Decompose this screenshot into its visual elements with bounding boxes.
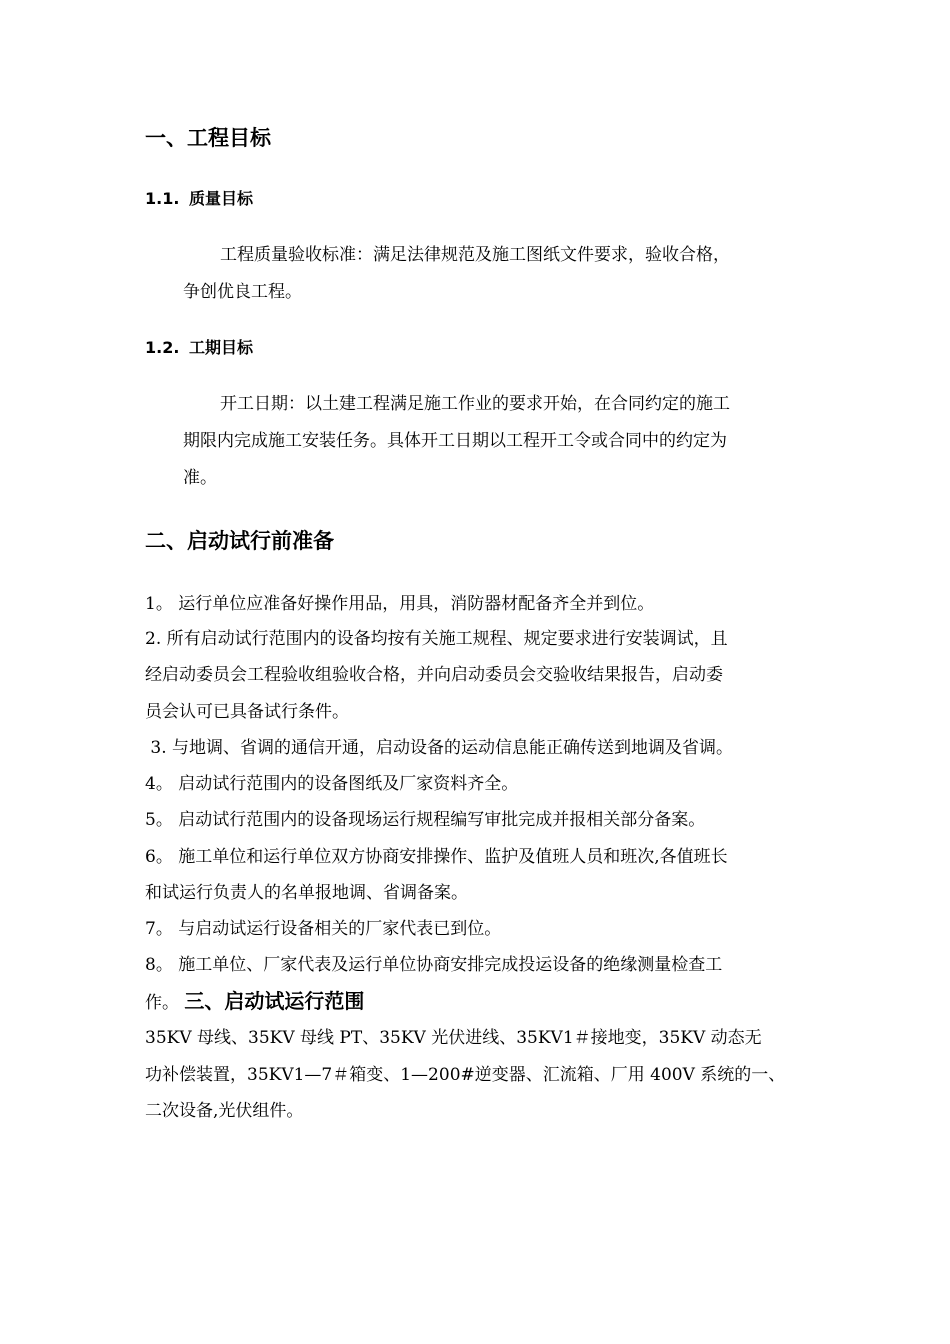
prep-item-line: 1。 运行单位应准备好操作用品，用具，消防器材配备齐全并到位。: [145, 594, 655, 614]
prep-item-line: 员会认可已具备试行条件。: [145, 702, 349, 722]
prep-item-last-line: [145, 984, 364, 1020]
prep-item-line: 2. 所有启动试行范围内的设备均按有关施工规程、规定要求进行安装调试，且: [145, 629, 728, 649]
subsection-title: 质量目标: [189, 189, 254, 208]
paragraph-line: 开工日期：以土建工程满足施工作业的要求开始，在合同约定的施工: [220, 394, 730, 414]
paragraph-line: 工程质量验收标准：满足法律规范及施工图纸文件要求，验收合格，: [220, 245, 730, 265]
paragraph-line: 争创优良工程。: [183, 282, 302, 302]
scope-line: 功补偿装置，35KV1—7＃箱变、1—200#逆变器、汇流箱、厂用 400V 系统的一、: [145, 1065, 786, 1085]
scope-line: 35KV 母线、35KV 母线 PT、35KV 光伏进线、35KV1＃接地变，35KV 动态无: [145, 1028, 762, 1048]
prep-item-line: 8。 施工单位、厂家代表及运行单位协商安排完成投运设备的绝缘测量检查工: [145, 955, 723, 975]
subsection-number: 1.2.: [145, 338, 180, 357]
scope-line: 二次设备,光伏组件。: [145, 1101, 304, 1121]
quality-paragraph: [183, 237, 813, 311]
prep-item-line: 7。 与启动试运行设备相关的厂家代表已到位。: [145, 919, 502, 939]
subsection-quality-heading: [145, 187, 253, 211]
prep-item-line: 经启动委员会工程验收组验收合格，并向启动委员会交验收结果报告，启动委: [145, 665, 723, 685]
paragraph-line: 期限内完成施工安装任务。具体开工日期以工程开工令或合同中的约定为: [183, 431, 727, 451]
schedule-paragraph: [183, 386, 813, 497]
prep-item-line: 和试运行负责人的名单报地调、省调备案。: [145, 883, 468, 903]
prep-item-line: 3. 与地调、省调的通信开通，启动设备的运动信息能正确传送到地调及省调。: [145, 738, 734, 758]
section2-heading: 二、启动试行前准备: [145, 529, 334, 553]
subsection-number: 1.1.: [145, 189, 180, 208]
section3-heading: 三、启动试运行范围: [184, 989, 365, 1013]
subsection-title: 工期目标: [189, 338, 254, 357]
prep-item-line: 5。 启动试行范围内的设备现场运行规程编写审批完成并报相关部分备案。: [145, 810, 706, 830]
prep-item-line: 4。 启动试行范围内的设备图纸及厂家资料齐全。: [145, 774, 519, 794]
subsection-schedule-heading: [145, 336, 253, 360]
prep-item-line-end: 作。: [145, 993, 179, 1013]
section1-heading: 一、工程目标: [145, 126, 271, 150]
prep-item-line: 6。 施工单位和运行单位双方协商安排操作、监护及值班人员和班次,各值班长: [145, 847, 728, 867]
paragraph-line: 准。: [183, 468, 217, 488]
